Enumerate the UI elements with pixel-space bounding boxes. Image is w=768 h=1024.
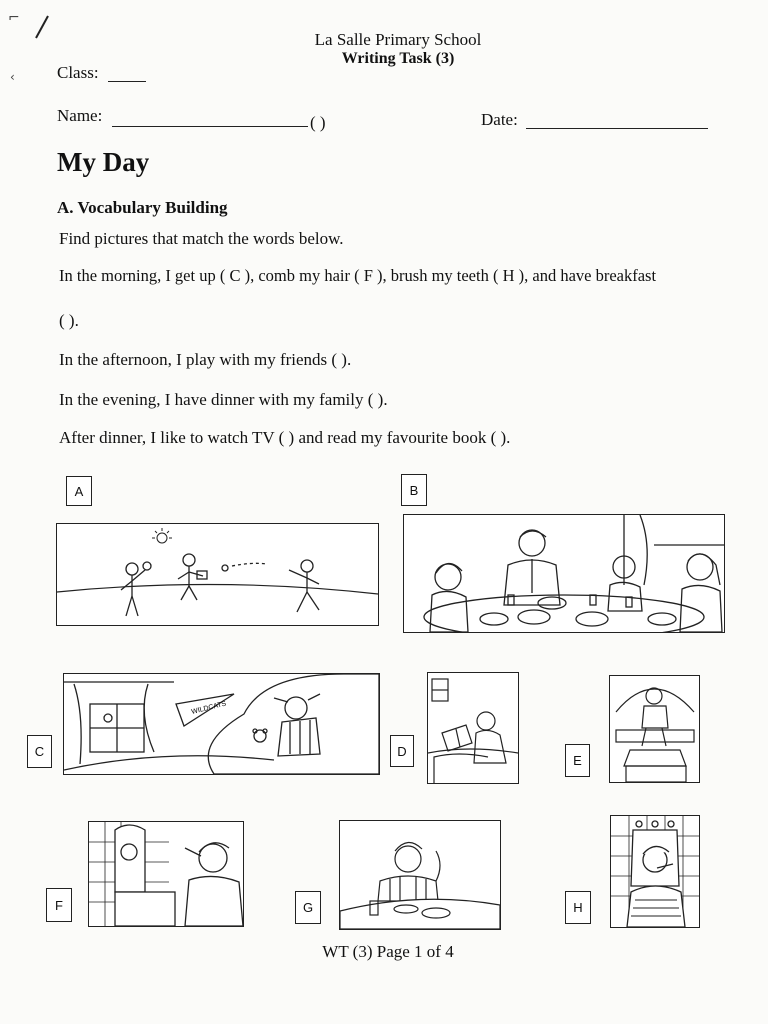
class-label: Class: (57, 63, 99, 82)
brushing-illustration (611, 816, 699, 927)
label-d: D (390, 735, 414, 767)
sentence-afternoon: In the afternoon, I play with my friends ( ). (59, 350, 352, 369)
picture-a-playing-with-friends (56, 523, 379, 626)
picture-b-family-dinner (403, 514, 725, 633)
picture-f-combing-hair (88, 821, 244, 927)
picture-h-brushing-teeth (610, 815, 700, 928)
playing-illustration (57, 524, 378, 625)
label-e: E (565, 744, 590, 777)
section-heading: A. Vocabulary Building (57, 198, 228, 217)
label-f: F (46, 888, 72, 922)
date-field[interactable] (526, 128, 708, 129)
wall-sign-text: WILDCATS (190, 700, 228, 716)
reading-illustration (428, 673, 518, 783)
sentence-breakfast-answer: ( ). (59, 311, 79, 330)
name-label: Name: (57, 106, 103, 125)
picture-c-getting-up (63, 673, 380, 775)
label-h: H (565, 891, 591, 924)
picture-g-having-breakfast (339, 820, 501, 930)
bedroom-illustration (64, 674, 379, 774)
picture-d-reading-book (427, 672, 519, 784)
pen-mark: ‹ (10, 70, 15, 84)
name-field[interactable] (112, 126, 308, 127)
page-title: My Day (57, 147, 150, 177)
instruction-text: Find pictures that match the words below. (59, 229, 344, 248)
label-c: C (27, 735, 52, 768)
label-g: G (295, 891, 321, 924)
breakfast-illustration (340, 821, 500, 929)
dinner-illustration (404, 515, 724, 632)
tv-illustration (610, 676, 699, 782)
picture-e-watching-tv (609, 675, 700, 783)
class-number-field[interactable]: ( ) (310, 113, 326, 132)
label-b: B (401, 474, 427, 506)
combing-illustration (89, 822, 243, 926)
sentence-after-dinner: After dinner, I like to watch TV ( ) and read my favourite book ( ). (59, 428, 511, 447)
page-footer: WT (3) Page 1 of 4 (322, 942, 454, 961)
label-a: A (66, 476, 92, 506)
school-name: La Salle Primary School (314, 30, 482, 49)
task-title: Writing Task (3) (341, 50, 455, 67)
date-label: Date: (481, 110, 518, 129)
class-field[interactable] (108, 81, 146, 82)
sentence-evening: In the evening, I have dinner with my family ( ). (59, 390, 388, 409)
sentence-morning: In the morning, I get up ( C ), comb my hair ( F ), brush my teeth ( H ), and have breakfast (59, 266, 657, 285)
pen-mark: ⌐ (8, 10, 20, 26)
